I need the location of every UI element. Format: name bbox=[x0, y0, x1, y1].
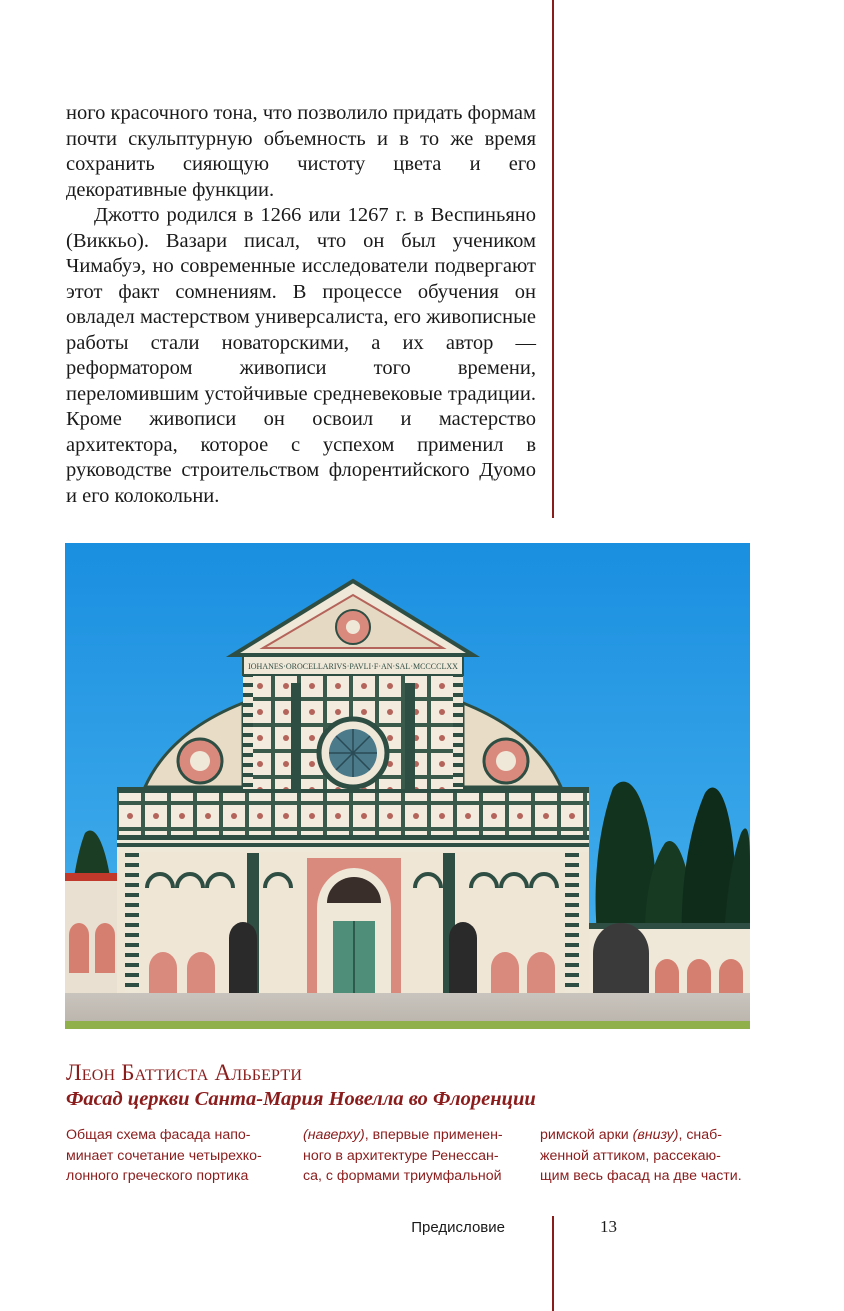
caption-text: , снаб- bbox=[678, 1127, 722, 1143]
paragraph-1: ного красочного тона, что позволило придать формам почти скульптурную объемность и в то же время сохранить сияющую чистоту цвета и его декоративные функции. bbox=[66, 102, 536, 201]
body-text bbox=[66, 101, 536, 509]
caption-line: щим весь фасад на две части. bbox=[540, 1168, 742, 1184]
frieze bbox=[117, 791, 589, 839]
column-rule-bottom bbox=[552, 1216, 554, 1311]
column-rule-top bbox=[552, 0, 554, 518]
caption-line bbox=[540, 1125, 742, 1146]
right-arcade bbox=[585, 923, 750, 998]
caption-author: Леон Баттиста Альберти bbox=[66, 1060, 303, 1085]
caption-line: ного в архитектуре Ренессан- bbox=[303, 1147, 499, 1164]
caption-line: женной аттиком, рассекаю- bbox=[540, 1147, 721, 1164]
caption-text: , впервые применен- bbox=[364, 1127, 503, 1143]
caption-column-2 bbox=[303, 1125, 503, 1187]
caption-column-1 bbox=[66, 1125, 262, 1187]
left-building bbox=[65, 873, 123, 993]
paragraph-2: Джотто родился в 1266 или 1267 г. в Веспиньяно (Виккьо). Вазари писал, что он был учеником Чимабуэ, но современные исследователи подвергают этот факт сомнениям. В процессе обучения он овладел мастерством универсалиста, его живописные работы стали новаторскими, а их автор — реформатором живописи того времени, переломившим устойчивые средневековые традиции. Кроме живописи он освоил и мастерство архитектора, которое с успехом применил в руководстве строительством флорентийского Дуомо и его колокольни. bbox=[66, 204, 536, 507]
facade-lower bbox=[117, 838, 589, 998]
caption-line: минает сочетание четырехко- bbox=[66, 1147, 262, 1164]
caption-column-3 bbox=[540, 1125, 742, 1187]
caption-title: Фасад церкви Санта-Мария Новелла во Флоренции bbox=[66, 1088, 536, 1110]
caption-italic-top: (наверху) bbox=[303, 1127, 365, 1143]
caption-line: са, с формами триумфальной bbox=[303, 1168, 502, 1184]
caption-line bbox=[303, 1125, 503, 1146]
caption-text: римской арки bbox=[540, 1127, 633, 1143]
running-footer: Предисловие bbox=[411, 1219, 505, 1236]
caption-line: Общая схема фасада напо- bbox=[66, 1127, 251, 1143]
facade-inscription: IOHANES·OROCELLARIVS·PAVLI·F·AN·SAL·MCCCCLXX bbox=[248, 662, 458, 671]
facade-photo bbox=[65, 543, 750, 1029]
caption-line: лонного греческого портика bbox=[66, 1168, 249, 1184]
page-number: 13 bbox=[600, 1217, 617, 1236]
caption-italic-bottom: (внизу) bbox=[632, 1127, 679, 1143]
upper-facade bbox=[243, 675, 463, 789]
